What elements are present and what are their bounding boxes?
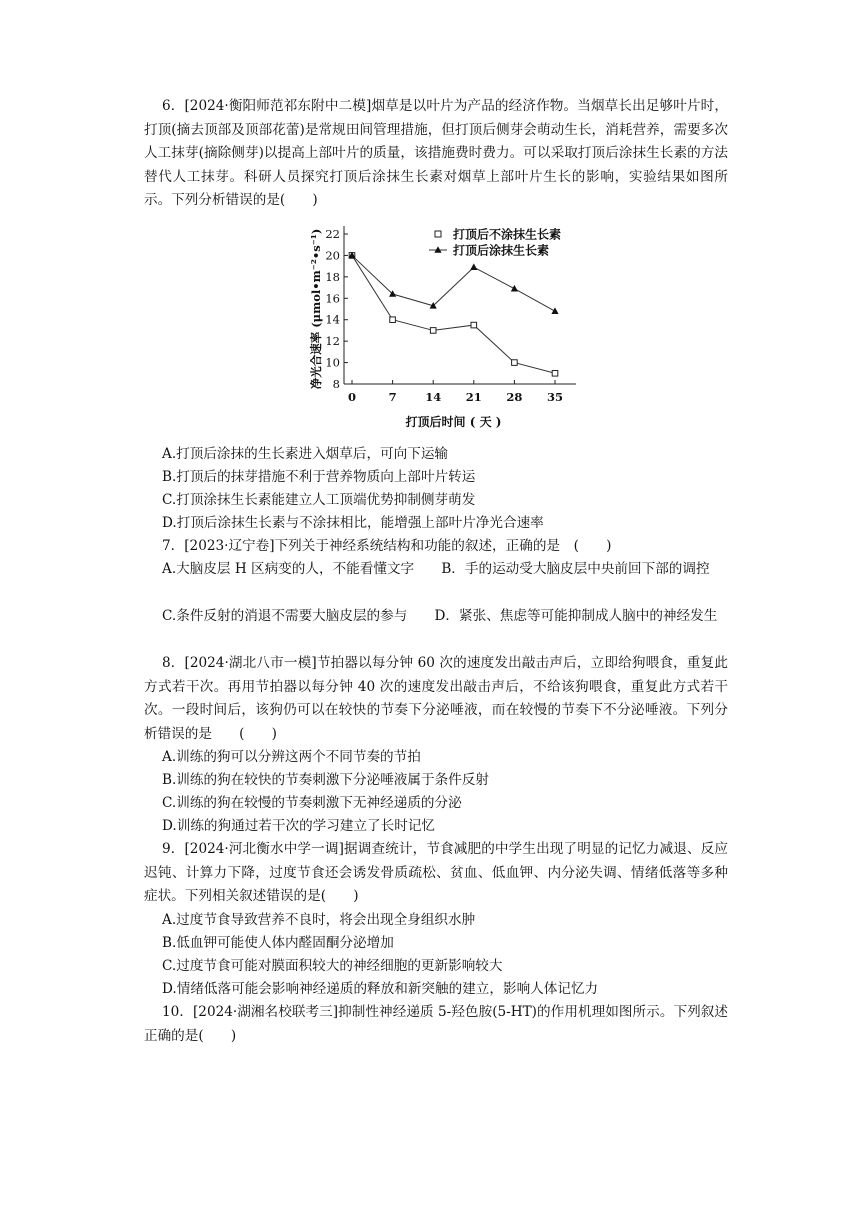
x-tick-label: 7 [388,390,397,404]
question-8-option-a: A.训练的狗可以分辨这两个不同节奏的节拍 [162,749,421,765]
series-line-0 [352,255,555,373]
x-tick-label: 0 [347,390,357,404]
question-6-stem: 6．[2024·衡阳师范祁东附中二模]烟草是以叶片为产品的经济作物。当烟草长出足够叶片时，打顶(摘去顶部及顶部花蕾)是常规田间管理措施，但打顶后侧芽会萌动生长，消耗营养，需要多次人工抹芽(摘除侧芽)以提高上部叶片的质量，该措施费时费力。可以采取打顶后涂抹生长素的方法替代人工抹芽。科研人员探究打顶后涂抹生长素对烟草上部叶片生长的影响，实验结果如图所示。下列分析错误的是( ) [144,98,728,209]
legend-label: 打顶后不涂抹生长素 [453,227,562,242]
question-8-option-c: C.训练的狗在较慢的节奏刺激下无神经递质的分泌 [162,795,462,811]
question-8-option-d: D.训练的狗通过若干次的学习建立了长时记忆 [162,818,436,834]
question-9-option-a: A.过度节食导致营养不良时，将会出现全身组织水肿 [162,912,476,928]
question-10-stem: 10．[2024·湖湘名校联考三]抑制性神经递质 5-羟色胺(5-HT)的作用机理如图所示。下列叙述正确的是( ) [144,1004,728,1044]
y-tick-label: 16 [325,291,340,306]
y-tick-label: 14 [325,312,340,327]
legend-marker-square [435,231,441,237]
question-6-option-b: B.打顶后的抹芽措施不利于营养物质向上部叶片转运 [162,469,476,485]
data-point-triangle [551,307,558,314]
x-tick-label: 21 [465,390,482,404]
data-point-square [430,328,436,334]
x-tick-label: 14 [425,390,442,404]
question-6-option-a: A.打顶后涂抹的生长素进入烟草后，可向下运输 [162,446,449,462]
question-6-option-c: C.打顶涂抹生长素能建立人工顶端优势抑制侧芽萌发 [162,492,476,508]
y-tick-label: 22 [325,227,340,241]
y-axis-label: 净光合速率 (μmol•m⁻²•s⁻¹) [309,228,323,390]
question-6-option-d: D.打顶后涂抹生长素与不涂抹相比，能增强上部叶片净光合速率 [162,515,544,531]
x-tick-label: 28 [506,390,523,404]
y-tick-label: 12 [325,334,340,349]
y-tick-label: 20 [325,248,340,263]
legend-label: 打顶后涂抹生长素 [453,243,550,258]
data-point-square [552,370,558,376]
question-9-option-b: B.低血钾可能使人体内醛固酮分泌增加 [162,935,394,951]
data-point-square [390,317,396,323]
question-9-stem: 9．[2024·河北衡水中学一调]据调查统计，节食减肥的中学生出现了明显的记忆力减退、反应迟钝、计算力下降，过度节食还会诱发骨质疏松、贫血、低血钾、内分泌失调、情绪低落等多种症状。下列相关叙述错误的是( ) [144,841,728,905]
question-9-option-c: C.过度节食可能对膜面积较大的神经细胞的更新影响较大 [162,958,503,974]
question-9-option-d: D.情绪低落可能会影响神经递质的释放和新突触的建立，影响人体记忆力 [162,981,599,997]
x-tick-label: 35 [546,390,564,404]
data-point-square [512,360,518,366]
question-8-stem: 8．[2024·湖北八市一模]节拍器以每分钟 60 次的速度发出敲击声后，立即给狗喂食，重复此方式若干次。再用节拍器以每分钟 40 次的速度发出敲击声后，不给该狗喂食，重复此方式若干次。一段时间后，该狗仍可以在较快的节奏下分泌唾液，而在较慢的节奏下不分泌唾液。下列分析错误的是 ( ) [144,655,728,742]
data-point-triangle [511,285,518,292]
x-axis-label: 打顶后时间 ( 天 ) [405,415,502,429]
data-point-square [471,322,477,328]
y-tick-label: 18 [325,269,340,284]
question-8-option-b: B.训练的狗在较快的节奏刺激下分泌唾液属于条件反射 [162,772,489,788]
data-point-triangle [470,263,477,270]
question-7-stem: 7．[2023·辽宁卷]下列关于神经系统结构和功能的叙述，正确的是 ( ) [162,538,612,554]
y-tick-label: 10 [325,355,340,370]
question-7-options-cd: C.条件反射的消退不需要大脑皮层的参与 D．紧张、焦虑等可能抑制成人脑中的神经发生 [162,608,718,624]
question-7-options-ab: A.大脑皮层 H 区病变的人，不能看懂文字 B．手的运动受大脑皮层中央前回下部的调控 [162,561,710,577]
y-tick-label: 8 [332,377,340,391]
net-photosynthesis-chart [300,222,600,440]
